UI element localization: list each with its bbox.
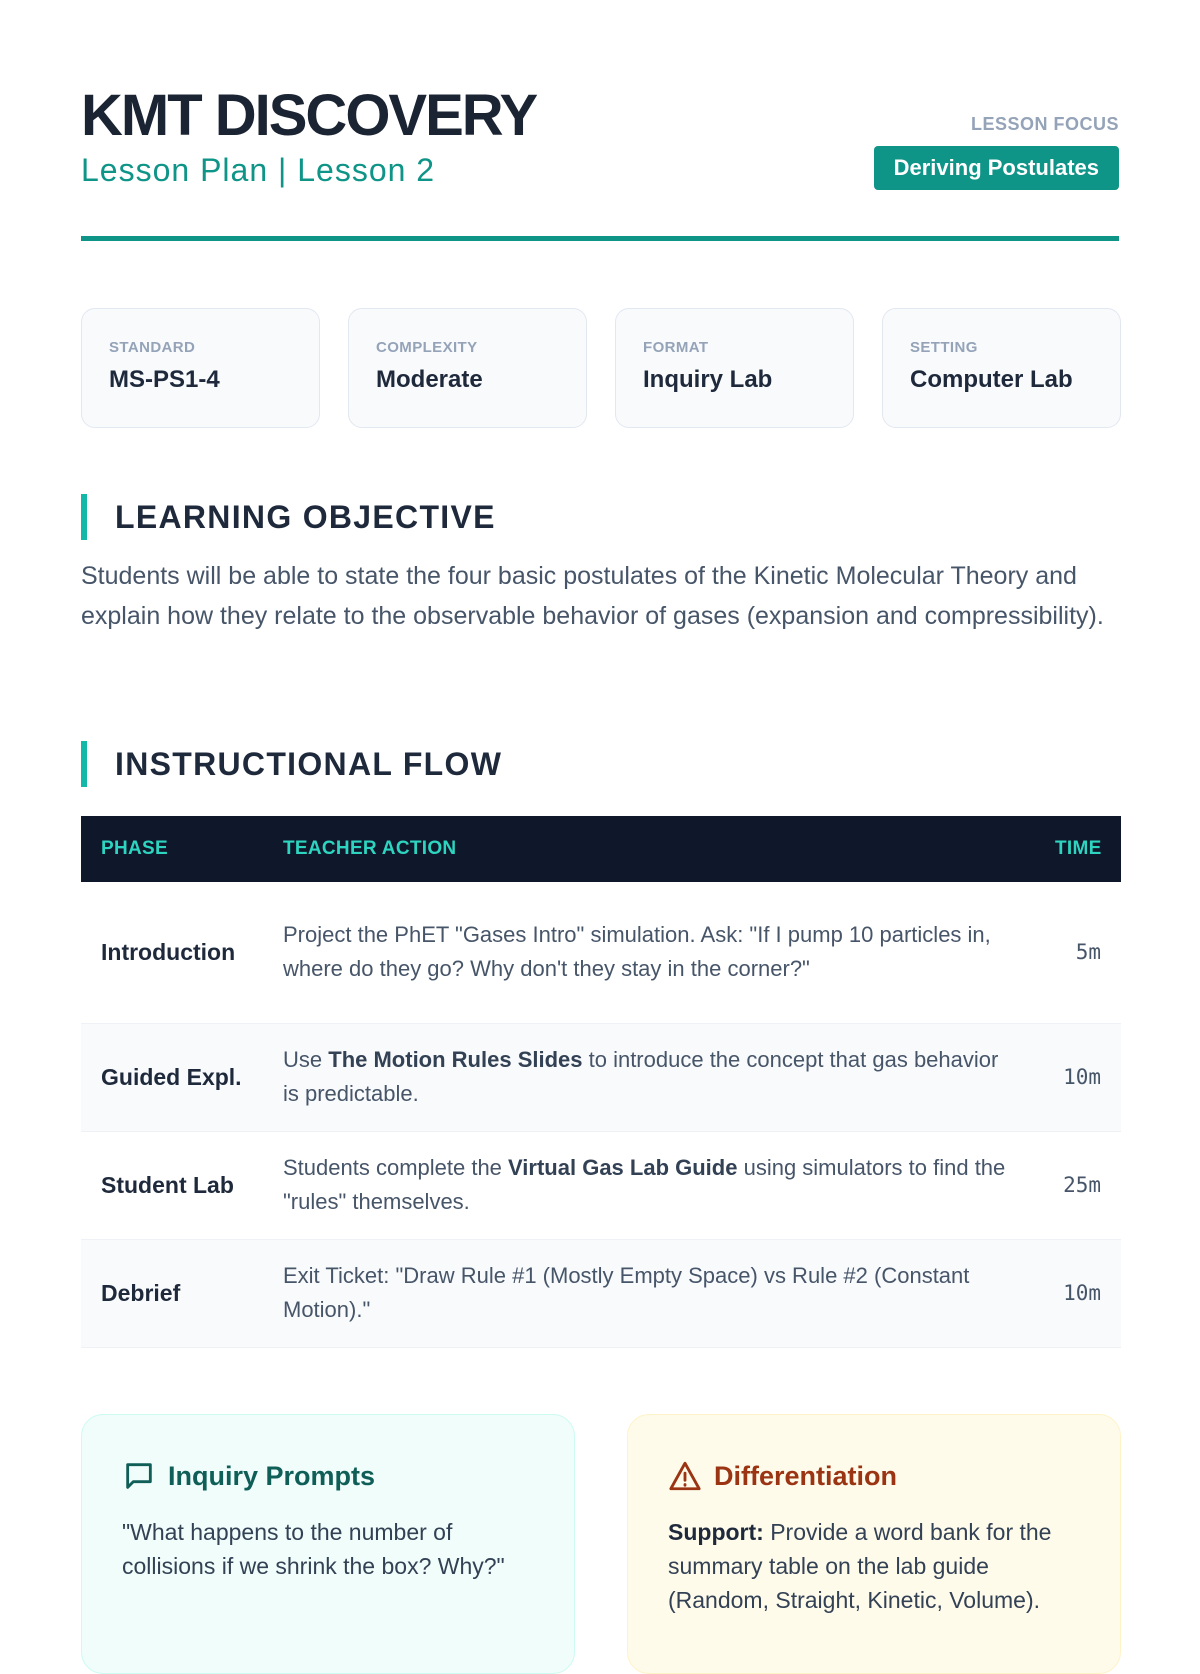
action-cell [263,1023,1035,1131]
column-header-action: TEACHER ACTION [283,838,457,859]
learning-objective-heading: LEARNING OBJECTIVE [81,494,496,540]
meta-card-label: SETTING [910,339,978,356]
inquiry-prompts-title: Inquiry Prompts [168,1460,376,1491]
action-text: Exit Ticket: "Draw Rule #1 (Mostly Empty Space) vs Rule #2 (Constant Motion)." [283,1263,970,1322]
action-text: Use [283,1047,329,1072]
support-label: Support: [668,1519,764,1545]
column-header-time: TIME [1055,838,1102,859]
time-cell: 10m [1035,1023,1121,1131]
panel-header [122,1459,534,1493]
meta-card-format [615,308,854,428]
meta-card-complexity [348,308,587,428]
meta-card-value: Inquiry Lab [643,366,773,393]
table-row [81,1239,1121,1347]
page-title: KMT DISCOVERY [81,83,537,148]
instructional-flow-heading: INSTRUCTIONAL FLOW [81,741,502,787]
table-row [81,1023,1121,1131]
instructional-flow-table [81,816,1121,1348]
differentiation-title: Differentiation [714,1460,898,1491]
differentiation-panel [627,1414,1121,1674]
action-text: to introduce the concept that gas behavior is predictable. [283,1047,999,1106]
meta-card-value: Computer Lab [910,366,1073,393]
action-text: Project the PhET "Gases Intro" simulation. Ask: "If I pump 10 particles in, where do they go? Why don't they stay in the corner?" [283,922,991,982]
phase-cell: Student Lab [81,1131,263,1239]
meta-card-setting [882,308,1121,428]
support-text: Provide a word bank for the summary table on the lab guide (Random, Straight, Kinetic, Volume). [668,1519,1052,1613]
table-row [81,1131,1121,1239]
differentiation-text [668,1515,1080,1617]
meta-card-label: COMPLEXITY [376,339,478,356]
time-cell: 25m [1035,1131,1121,1239]
action-text: Students complete the [283,1155,509,1180]
action-cell [263,882,1035,1023]
speech-bubble-icon [122,1459,156,1493]
inquiry-prompts-text: "What happens to the number of collisions if we shrink the box? Why?" [122,1519,505,1579]
action-cell [263,1131,1035,1239]
phase-cell: Debrief [81,1239,263,1347]
table-header-row [81,816,1121,882]
phase-cell: Guided Expl. [81,1023,263,1131]
lesson-focus-badge: Deriving Postulates [874,146,1119,190]
panel-header [668,1459,1080,1493]
lesson-focus-label: LESSON FOCUS [970,114,1119,134]
meta-card-label: STANDARD [109,339,196,356]
inquiry-prompts-panel [81,1414,575,1674]
column-header-phase: PHASE [101,838,168,859]
table-row [81,882,1121,1023]
meta-card-label: FORMAT [643,339,709,356]
phase-cell: Introduction [81,882,263,1023]
action-resource-name: Virtual Gas Lab Guide [508,1155,738,1180]
meta-card-value: MS-PS1-4 [109,366,220,393]
page-subtitle: Lesson Plan | Lesson 2 [81,152,436,188]
page-header [81,0,1119,241]
meta-cards [81,308,1121,428]
action-text: using simulators to find the "rules" themselves. [283,1155,1006,1214]
warning-triangle-icon [668,1459,702,1493]
action-resource-name: The Motion Rules Slides [328,1047,583,1072]
lesson-focus [874,114,1119,190]
meta-card-value: Moderate [376,366,483,393]
meta-card-standard [81,308,320,428]
action-cell [263,1239,1035,1347]
time-cell: 10m [1035,1239,1121,1347]
learning-objective-text: Students will be able to state the four basic postulates of the Kinetic Molecular Theory and explain how they relate to the observable behavior of gases (expansion and compressibility). [81,562,1104,630]
time-cell: 5m [1035,882,1121,1023]
